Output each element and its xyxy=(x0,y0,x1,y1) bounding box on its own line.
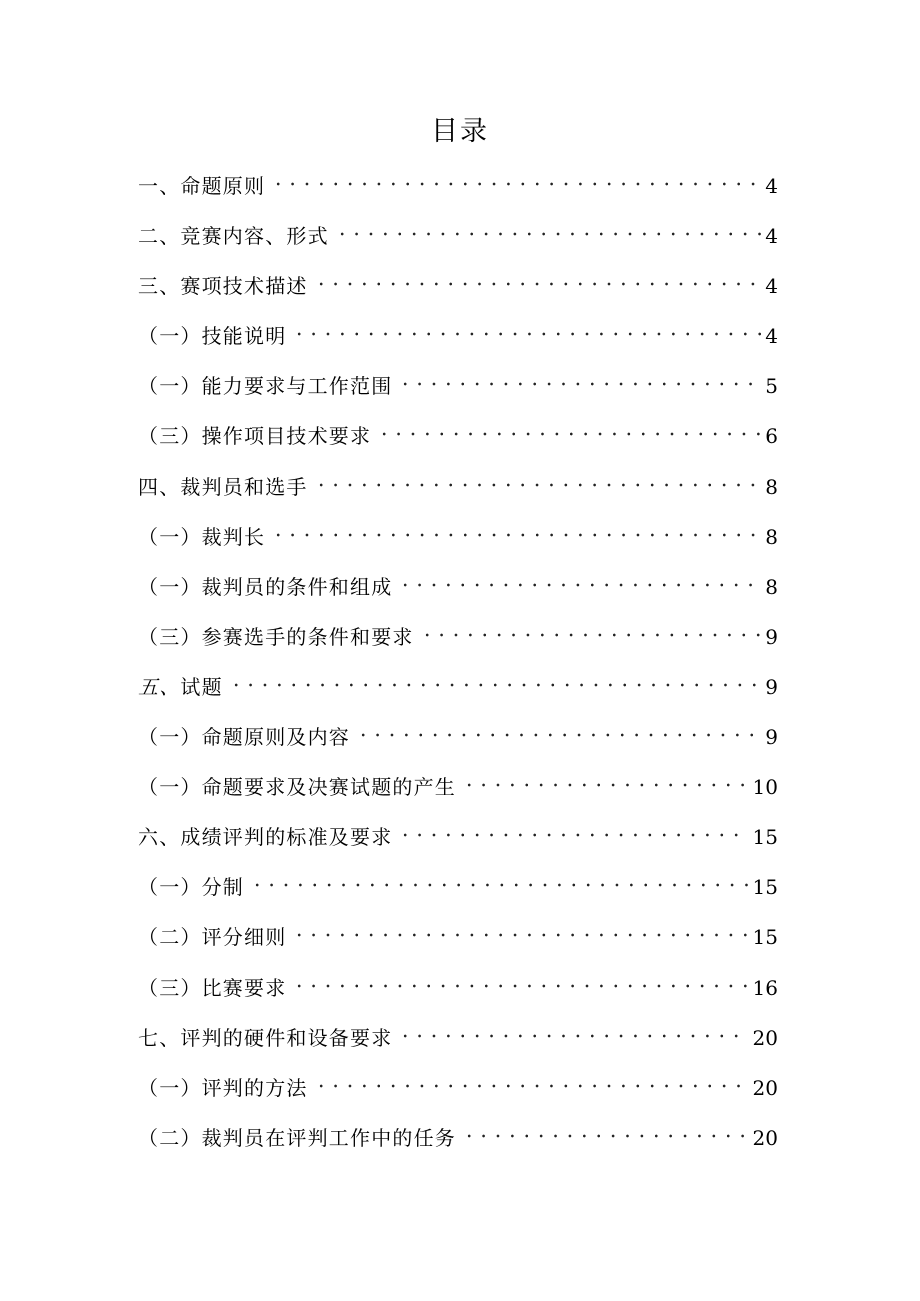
toc-entry-label: 六、成绩评判的标准及要求 xyxy=(138,825,393,850)
toc-entry-label: （三）参赛选手的条件和要求 xyxy=(138,624,414,649)
toc-entry[interactable] xyxy=(138,366,778,416)
toc-entry-page: 10 xyxy=(752,775,778,800)
toc-entry[interactable] xyxy=(138,316,778,366)
toc-entry-label: 三、赛项技术描述 xyxy=(138,274,308,299)
toc-entry[interactable] xyxy=(138,917,778,967)
toc-dot-leader xyxy=(398,1033,748,1039)
toc-dot-leader xyxy=(271,532,761,538)
toc-entry-label: （三）比赛要求 xyxy=(138,975,287,1000)
toc-entry-label: （一）命题要求及决赛试题的产生 xyxy=(138,775,456,800)
toc-dot-leader xyxy=(398,832,748,838)
toc-entry[interactable] xyxy=(138,467,778,517)
toc-dot-leader xyxy=(462,782,749,788)
toc-entry[interactable] xyxy=(138,968,778,1018)
toc-entry-page: 8 xyxy=(765,474,778,499)
toc-dot-leader xyxy=(314,482,762,488)
toc-list xyxy=(138,166,778,1168)
toc-entry[interactable] xyxy=(138,667,778,717)
toc-entry[interactable] xyxy=(138,567,778,617)
toc-dot-leader xyxy=(292,331,761,337)
toc-entry-label: （二）评分细则 xyxy=(138,925,287,950)
toc-entry-page: 9 xyxy=(765,624,778,649)
toc-entry-page: 9 xyxy=(765,725,778,750)
toc-entry-label: 七、评判的硬件和设备要求 xyxy=(138,1025,393,1050)
toc-entry[interactable] xyxy=(138,817,778,867)
toc-entry-label: 一、命题原则 xyxy=(138,174,266,198)
toc-entry-label: （一）评判的方法 xyxy=(138,1075,308,1100)
toc-entry[interactable] xyxy=(138,216,778,266)
toc-entry-label: （一）裁判长 xyxy=(138,524,266,549)
toc-entry-page: 8 xyxy=(765,524,778,549)
toc-entry-page: 15 xyxy=(752,875,778,900)
toc-entry-label: （一）裁判员的条件和组成 xyxy=(138,574,393,599)
toc-entry-page: 15 xyxy=(752,825,778,850)
toc-dot-leader xyxy=(356,732,761,738)
toc-entry-page: 8 xyxy=(765,574,778,599)
toc-entry[interactable] xyxy=(138,166,778,216)
toc-entry-label: （一）能力要求与工作范围 xyxy=(138,374,393,399)
toc-entry-page: 20 xyxy=(752,1025,778,1050)
toc-entry[interactable] xyxy=(138,517,778,567)
toc-dot-leader xyxy=(271,181,761,187)
toc-entry-page: 4 xyxy=(765,274,778,299)
toc-entry-page: 16 xyxy=(752,975,778,1000)
toc-entry-label: 五、试题 xyxy=(138,674,223,699)
toc-entry-page: 4 xyxy=(765,324,778,349)
toc-entry-label: 二、竞赛内容、形式 xyxy=(138,224,329,249)
toc-entry-page: 20 xyxy=(752,1125,778,1150)
toc-entry-page: 15 xyxy=(752,925,778,950)
toc-entry-page: 5 xyxy=(765,374,778,399)
toc-entry[interactable] xyxy=(138,1068,778,1118)
toc-entry-page: 6 xyxy=(765,424,778,449)
toc-title: 目录 xyxy=(431,116,489,147)
toc-entry[interactable] xyxy=(138,617,778,667)
toc-dot-leader xyxy=(314,1083,749,1089)
toc-entry[interactable] xyxy=(138,1118,778,1168)
toc-dot-leader xyxy=(398,582,761,588)
toc-dot-leader xyxy=(229,682,761,688)
toc-dot-leader xyxy=(377,431,761,437)
toc-dot-leader xyxy=(462,1133,749,1139)
toc-entry[interactable] xyxy=(138,1018,778,1068)
toc-dot-leader xyxy=(292,983,748,989)
toc-entry[interactable] xyxy=(138,717,778,767)
toc-entry[interactable] xyxy=(138,867,778,917)
toc-dot-leader xyxy=(314,281,762,287)
toc-entry-page: 4 xyxy=(765,174,778,198)
toc-entry[interactable] xyxy=(138,266,778,316)
toc-entry-label: （二）裁判员在评判工作中的任务 xyxy=(138,1125,456,1150)
toc-entry-label: 四、裁判员和选手 xyxy=(138,474,308,499)
toc-dot-leader xyxy=(250,882,749,888)
toc-dot-leader xyxy=(398,381,761,387)
toc-entry-label: （一）技能说明 xyxy=(138,324,287,349)
toc-entry[interactable] xyxy=(138,416,778,466)
toc-entry-page: 20 xyxy=(752,1075,778,1100)
toc-entry-page: 4 xyxy=(765,224,778,249)
toc-dot-leader xyxy=(420,632,762,638)
toc-dot-leader xyxy=(292,932,748,938)
toc-entry-label: （三）操作项目技术要求 xyxy=(138,424,372,449)
toc-dot-leader xyxy=(335,231,761,237)
toc-entry-page: 9 xyxy=(765,674,778,699)
toc-entry-label: （一）分制 xyxy=(138,875,244,900)
toc-entry-label: （一）命题原则及内容 xyxy=(138,725,350,750)
toc-entry[interactable] xyxy=(138,767,778,817)
